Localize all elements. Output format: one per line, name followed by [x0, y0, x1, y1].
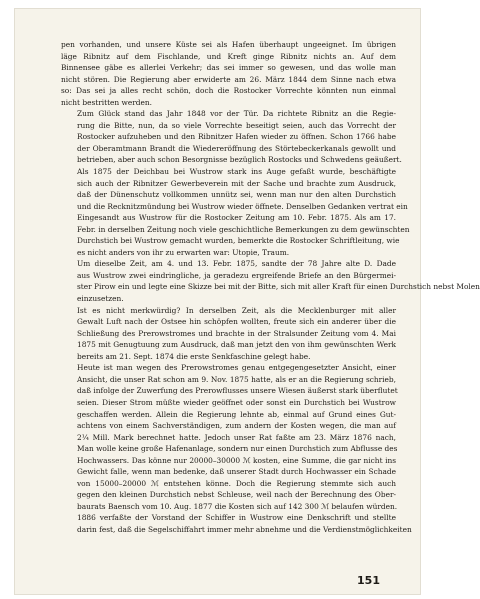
text-line: einzusetzen.: [77, 294, 124, 304]
text-line: der Oberamtmann Brandt die Wiedereröffnung des Störtebeckerkanals gewollt und: [77, 143, 396, 153]
text-line: von 15000–20000 ℳ entstehen könne. Doch die Regierung stemmte sich auch: [77, 478, 396, 488]
page-text: [61, 39, 480, 536]
text-line: 1875 mit Genugtuung zum Ausdruck, daß man jetzt den von ihm gewünschten Werk: [77, 340, 396, 350]
text-line: so: Das sei ja alles recht schön, doch die Rostocker Vorrechte könnten nun einmal: [61, 86, 396, 96]
page-number: 151: [357, 574, 380, 587]
text-line: darin fest, daß die Segelschiffahrt immer mehr abnehme und die Verdienstmöglichkeiten: [77, 524, 412, 534]
text-line: Durchstich bei Wustrow gemacht wurden, bemerkte die Rostocker Schriftleitung, wie: [77, 236, 400, 246]
text-line: Schließung des Prerowstromes und brachte in der Stralsunder Zeitung vom 4. Mai: [77, 328, 396, 338]
text-line: daß der Dünenschutz vollkommen unnütz sei, wenn man nur den alten Durchstich: [77, 190, 396, 200]
paragraph: [61, 512, 412, 535]
text-line: Ansicht, die unser Rat schon am 9. Nov. 1875 hatte, als er an die Regierung schrieb,: [77, 374, 396, 384]
text-line: achtens von einem Sachverständigen, zum andern der Kosten wegen, die man auf: [77, 421, 396, 431]
paragraph: [61, 305, 396, 363]
text-line: seien. Dieser Strom müßte wieder geöffnet oder sonst ein Durchstich bei Wustrow: [77, 397, 396, 407]
text-line: Ist es nicht merkwürdig? In derselben Zeit, als die Mecklenburger mit aller: [77, 305, 396, 315]
text-line: Eingesandt aus Wustrow für die Rostocker Zeitung am 10. Febr. 1875. Als am 17.: [77, 213, 396, 223]
text-line: pen vorhanden, und unsere Küste sei als Hafen überhaupt ungeeignet. Im übrigen: [61, 40, 396, 49]
text-line: bereits am 21. Sept. 1874 die erste Senkfaschine gelegt habe.: [77, 351, 311, 361]
text-line: nicht bestritten werden.: [61, 97, 152, 107]
text-line: aus Wustrow zwei eindringliche, ja geradezu ergreifende Briefe an den Bürgermei-: [77, 270, 396, 280]
text-line: Hochwassers. Das könne nur 20000–30000 ℳ kosten, eine Summe, die gar nicht ins: [77, 455, 396, 465]
text-line: geschaffen werden. Allein die Regierung lehnte ab, einmal auf Grund eines Gut-: [77, 409, 396, 419]
paragraph: [61, 258, 480, 304]
text-line: Gewicht falle, wenn man bedenke, daß unserer Stadt durch Hochwasser ein Schade: [77, 467, 396, 477]
text-line: Als 1875 der Deichbau bei Wustrow stark ins Auge gefaßt wurde, beschäftigte: [77, 167, 396, 177]
paragraph: [61, 39, 396, 108]
paragraph: [61, 166, 410, 258]
text-line: sich auch der Ribnitzer Gewerbeverein mit der Sache und brachte zum Ausdruck,: [77, 178, 396, 188]
text-line: Rostocker aufzuheben und den Ribnitzer Hafen wieder zu öffnen. Schon 1766 habe: [77, 132, 396, 142]
text-line: daß infolge der Zuwerfung des Prerowflusses unsere Wiesen äußerst stark überflutet: [77, 386, 398, 396]
text-line: rung die Bitte, nun, da so viele Vorrechte beseitigt seien, auch das Vorrecht der: [77, 120, 396, 130]
text-line: Um dieselbe Zeit, am 4. und 13. Febr. 1875, sandte der 78 Jahre alte D. Dade: [77, 259, 396, 269]
text-line: Binnensee gäbe es allerlei Verkehr; das sei immer so gewesen, und das wolle man: [61, 63, 396, 73]
text-line: und die Recknitzmündung bei Wustrow wieder öffnete. Denselben Gedanken vertrat ein: [77, 201, 408, 211]
text-line: Heute ist man wegen des Prerowstromes genau entgegengesetzter Ansicht, einer: [77, 363, 396, 373]
text-line: Zum Glück stand das Jahr 1848 vor der Tür. Da richtete Ribnitz an die Regie-: [77, 109, 396, 119]
paragraph: [61, 362, 396, 512]
text-line: Gewalt Luft nach der Ostsee hin schöpfen wollten, freute sich ein anderer über die: [77, 317, 396, 327]
text-line: baurats Baensch vom 10. Aug. 1877 die Kosten sich auf 142 300 ℳ belaufen würden.: [77, 501, 398, 511]
text-line: es nicht anders von ihr zu erwarten war: Utopie, Traum.: [77, 247, 290, 257]
text-line: betrieben, aber auch schon Besorgnisse bezüglich Rostocks und Schwedens geäußert.: [77, 155, 402, 165]
text-line: ster Pirow ein und legte eine Skizze bei mit der Bitte, sich mit aller Kraft für einen Durchstich nebst Molen: [77, 282, 480, 292]
text-line: Febr. in derselben Zeitung noch viele geschichtliche Bemerkungen zu dem gewünschten: [77, 224, 410, 234]
book-page: [15, 9, 480, 594]
paragraph: [61, 108, 402, 166]
text-line: 1886 verfaßte der Vorstand der Schiffer in Wustrow eine Denkschrift und stellte: [77, 513, 396, 523]
text-line: nicht stören. Die Regierung aber erwiderte am 26. März 1844 dem Sinne nach etwa: [61, 74, 396, 84]
text-line: läge Ribnitz auf dem Fischlande, und Kreft ginge Ribnitz nichts an. Auf dem: [61, 51, 396, 61]
text-line: Man wolle keine große Hafenanlage, sondern nur einen Durchstich zum Abflusse des: [77, 444, 398, 454]
text-line: 2¼ Mill. Mark berechnet hatte. Jedoch unser Rat faßte am 23. März 1876 nach,: [77, 432, 396, 442]
text-line: gegen den kleinen Durchstich nebst Schleuse, weil nach der Berechnung des Ober-: [77, 490, 396, 500]
